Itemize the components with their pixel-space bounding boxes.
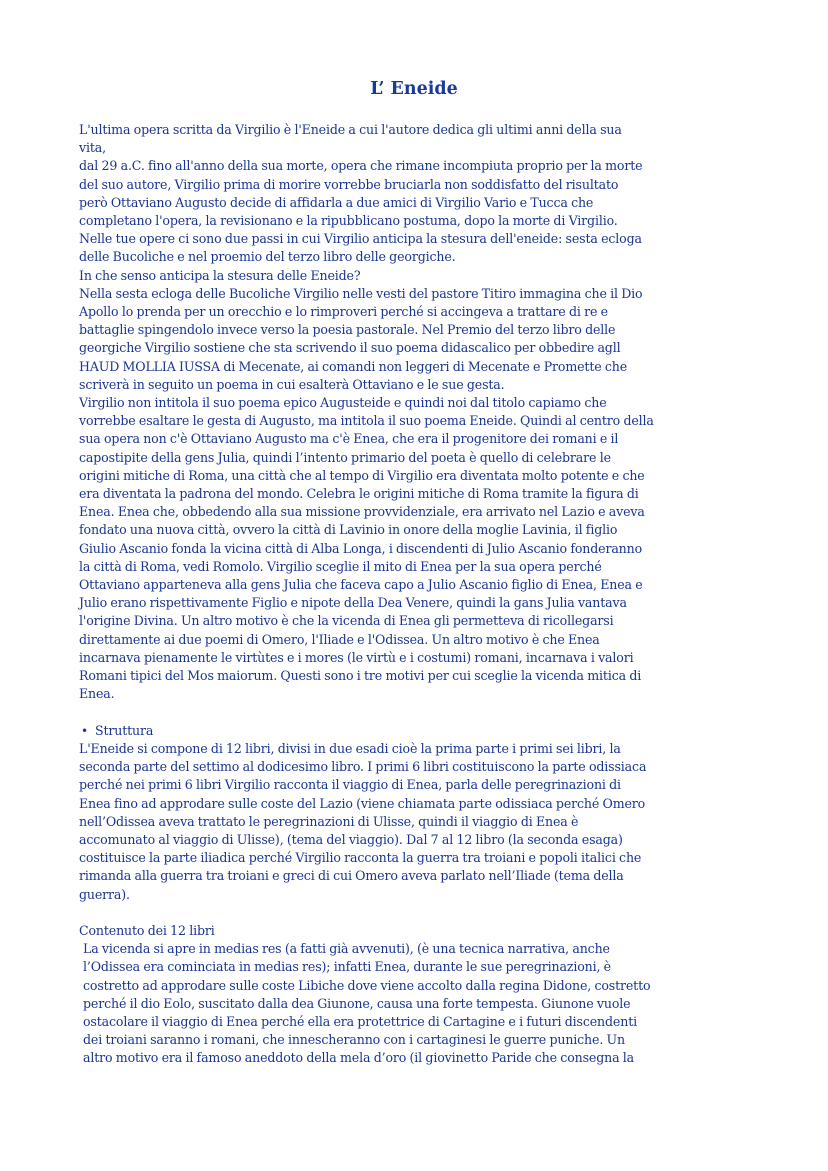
page-title: L’ Eneide: [370, 79, 458, 99]
text-line: completano l'opera, la revisionano e la ripubblicano postuma, dopo la morte di Virgilio.: [79, 213, 618, 229]
text-line: capostipite della gens Julia, quindi l’intento primario del poeta è quello di celebrare le: [79, 449, 611, 465]
text-line: La vicenda si apre in medias res (a fatti già avvenuti), (è una tecnica narrativa, anche: [83, 941, 610, 957]
text-line: L'Eneide si compone di 12 libri, divisi in due esadi cioè la prima parte i primi sei libri, la: [79, 740, 621, 756]
text-line: perché nei primi 6 libri Virgilio racconta il viaggio di Enea, parla delle peregrinazioni di: [79, 777, 621, 793]
text-line: Julio erano rispettivamente Figlio e nipote della Dea Venere, quindi la gans Julia vantava: [79, 595, 627, 611]
text-line: scriverà in seguito un poema in cui esalterà Ottaviano e le sue gesta.: [79, 376, 505, 392]
paragraph-spacer: [79, 904, 759, 922]
text-line: guerra).: [79, 886, 130, 902]
intro-paragraph: [79, 121, 759, 704]
text-line: però Ottaviano Augusto decide di affidarla a due amici di Virgilio Vario e Tucca che: [79, 194, 594, 210]
text-line: la città di Roma, vedi Romolo. Virgilio sceglie il mito di Enea per la sua opera perché: [79, 558, 602, 574]
text-line: costituisce la parte iliadica perché Virgilio racconta la guerra tra troiani e popoli italici che: [79, 850, 642, 866]
text-line: L'ultima opera scritta da Virgilio è l'Eneide a cui l'autore dedica gli ultimi anni della sua: [79, 122, 622, 137]
text-line: nell’Odissea aveva trattato le peregrinazioni di Ulisse, quindi il viaggio di Enea è: [79, 813, 579, 829]
text-line: Enea fino ad approdare sulle coste del Lazio (viene chiamata parte odissiaca perché Omero: [79, 795, 646, 811]
text-line: Nelle tue opere ci sono due passi in cui Virgilio anticipa la stesura dell'eneide: sesta ecloga: [79, 231, 642, 247]
text-line: l'origine Divina. Un altro motivo è che la vicenda di Enea gli permetteva di ricollegarsi: [79, 613, 614, 629]
text-line: battaglie spingendolo invece verso la poesia pastorale. Nel Premio del terzo libro delle: [79, 322, 616, 338]
text-line: del suo autore, Virgilio prima di morire vorrebbe bruciarla non soddisfatto del risultato: [79, 176, 619, 192]
paragraph-spacer: [79, 704, 759, 722]
text-line: vita,: [79, 140, 106, 156]
text-line: vorrebbe esaltare le gesta di Augusto, ma intitola il suo poema Eneide. Quindi al centro della: [79, 413, 654, 429]
text-line: ostacolare il viaggio di Enea perché ella era protettrice di Cartagine e i futuri discendenti: [83, 1013, 637, 1029]
text-line: incarnava pienamente le virtùtes e i mores (le virtù e i costumi) romani, incarnava i valori: [79, 649, 634, 665]
text-line: Ottaviano apparteneva alla gens Julia che faceva capo a Julio Ascanio figlio di Enea, Enea e: [79, 577, 643, 593]
document-body: [79, 121, 759, 1068]
text-line: direttamente ai due poemi di Omero, l'Iliade e l'Odissea. Un altro motivo è che Enea: [79, 631, 600, 647]
text-line: Virgilio non intitola il suo poema epico Augusteide e quindi noi dal titolo capiamo che: [79, 395, 607, 411]
text-line: In che senso anticipa la stesura delle Eneide?: [79, 267, 361, 283]
struttura-heading-text: Struttura: [95, 722, 154, 738]
text-line: dal 29 a.C. fino all'anno della sua morte, opera che rimane incompiuta proprio per la morte: [79, 158, 643, 174]
text-line: origini mitiche di Roma, una città che al tempo di Virgilio era diventata molto potente e che: [79, 467, 645, 483]
text-line: HAUD MOLLIA IUSSA di Mecenate, ai comandi non leggeri di Mecenate e Promette che: [79, 358, 628, 374]
text-line: Romani tipici del Mos maiorum. Questi sono i tre motivi per cui sceglie la vicenda mitica di: [79, 668, 642, 684]
text-line: fondato una nuova città, ovvero la città di Lavinio in onore della moglie Lavinia, il figlio: [79, 522, 618, 538]
text-line: seconda parte del settimo al dodicesimo libro. I primi 6 libri costituiscono la parte odissiaca: [79, 759, 647, 775]
contenuto-heading: Contenuto dei 12 libri: [79, 922, 215, 938]
text-line: accomunato al viaggio di Ulisse), (tema del viaggio). Dal 7 al 12 libro (la seconda esaga): [79, 831, 623, 847]
text-line: rimanda alla guerra tra troiani e greci di cui Omero aveva parlato nell’Iliade (tema della: [79, 868, 624, 884]
struttura-heading: [79, 722, 759, 740]
text-line: l’Odissea era cominciata in medias res); infatti Enea, durante le sue peregrinazioni, è: [83, 959, 611, 975]
text-line: sua opera non c'è Ottaviano Augusto ma c'è Enea, che era il progenitore dei romani e il: [79, 431, 619, 447]
text-line: perché il dio Eolo, suscitato dalla dea Giunone, causa una forte tempesta. Giunone vuole: [83, 995, 631, 1011]
text-line: Nella sesta ecloga delle Bucoliche Virgilio nelle vesti del pastore Titiro immagina che il Dio: [79, 285, 643, 301]
struttura-paragraph: [79, 740, 759, 904]
text-line: Giulio Ascanio fonda la vicina città di Alba Longa, i discendenti di Julio Ascanio fonderanno: [79, 540, 643, 556]
text-line: Enea. Enea che, obbedendo alla sua missione provvidenziale, era arrivato nel Lazio e aveva: [79, 504, 645, 520]
text-line: era diventata la padrona del mondo. Celebra le origini mitiche di Roma tramite la figura di: [79, 486, 639, 502]
text-line: dei troiani saranno i romani, che innescheranno con i cartaginesi le guerre puniche. Un: [83, 1032, 625, 1048]
bullet-icon: •: [81, 723, 88, 738]
text-line: altro motivo era il famoso aneddoto della mela d’oro (il giovinetto Paride che consegna la: [83, 1050, 635, 1066]
text-line: costretto ad approdare sulle coste Libiche dove viene accolto dalla regina Didone, costretto: [83, 977, 651, 993]
text-line: Apollo lo prenda per un orecchio e lo rimproveri perché si accingeva a trattare di re e: [79, 304, 608, 320]
text-line: delle Bucoliche e nel proemio del terzo libro delle georgiche.: [79, 249, 456, 265]
text-line: georgiche Virgilio sostiene che sta scrivendo il suo poema didascalico per obbedire agll: [79, 340, 621, 356]
text-line: Enea.: [79, 686, 115, 702]
contenuto-paragraph: [79, 940, 759, 1067]
